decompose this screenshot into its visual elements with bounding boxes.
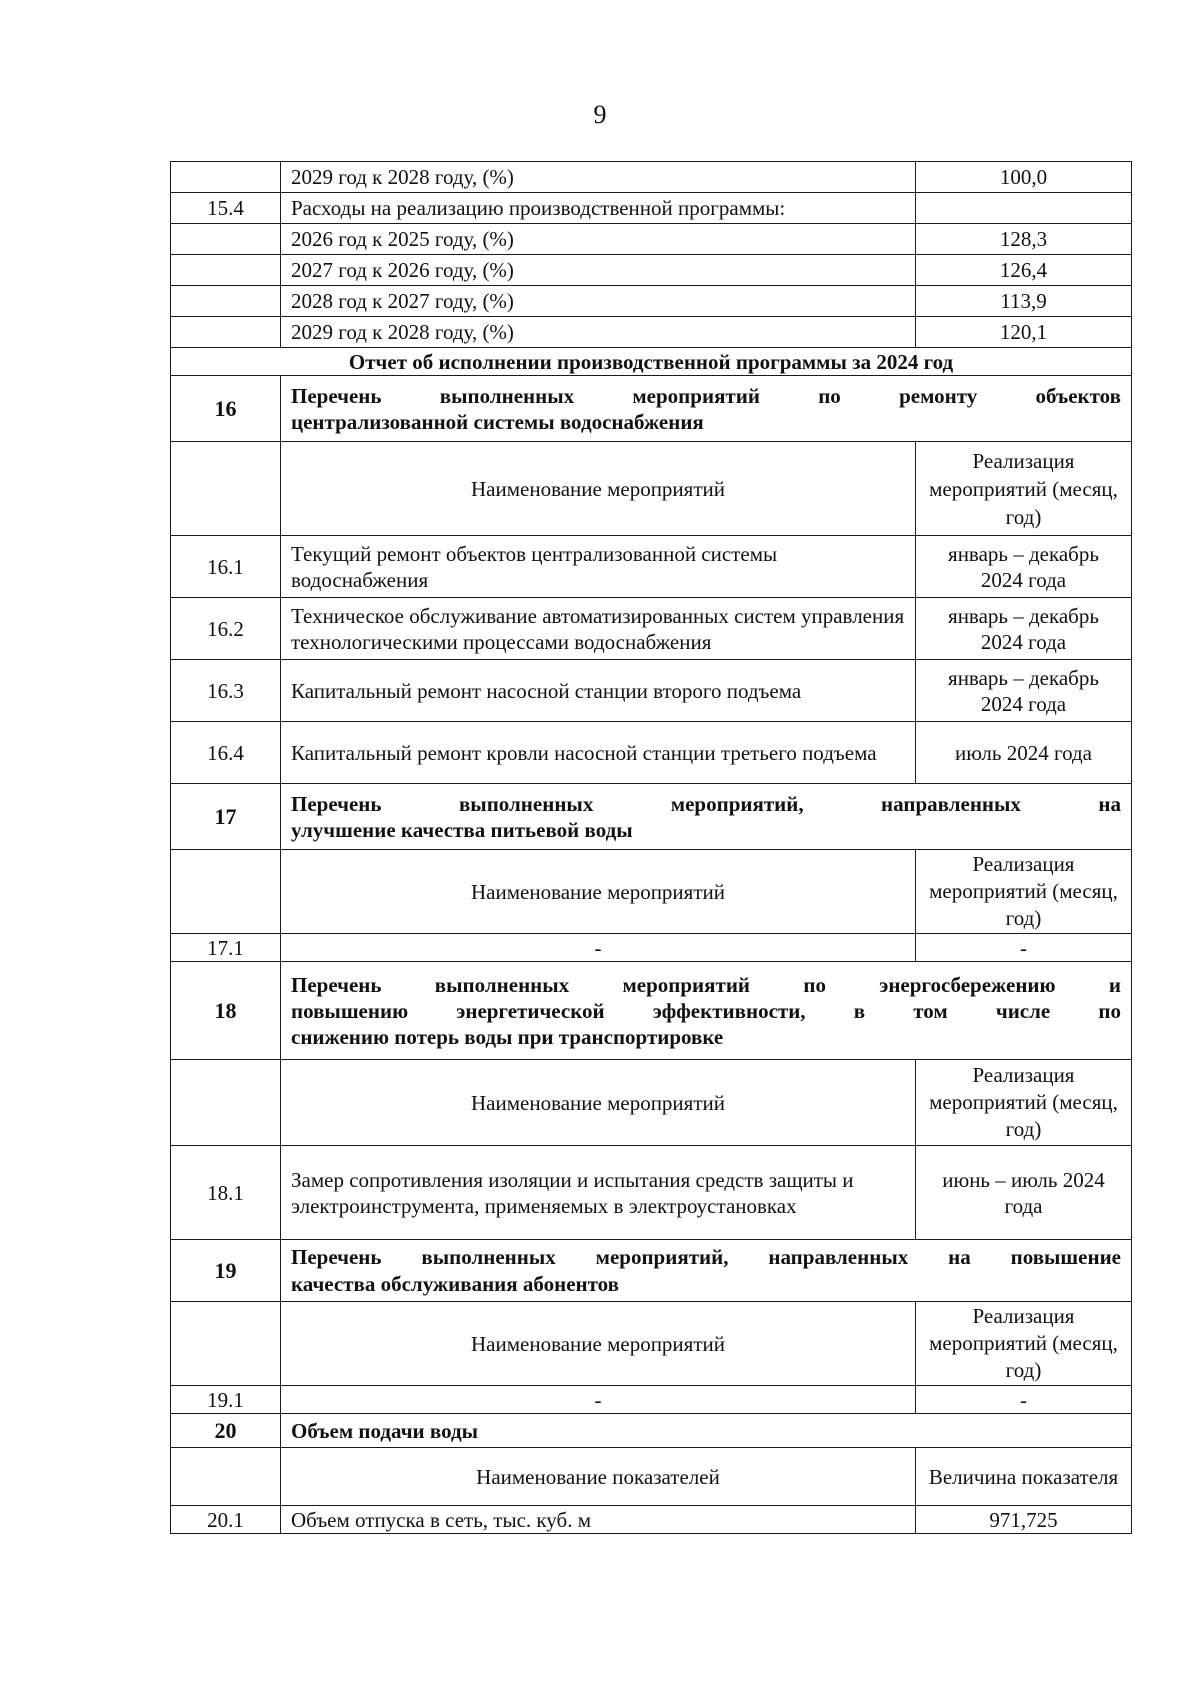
activity-name-header: Наименование мероприятий <box>281 850 916 934</box>
row-value: 126,4 <box>916 255 1132 286</box>
section-title-line: снижению потерь воды при транспортировке <box>291 1024 724 1049</box>
row-value: 113,9 <box>916 286 1132 317</box>
row-number <box>171 255 281 286</box>
section-title-line: улучшение качества питьевой воды <box>291 817 633 842</box>
section-number: 18 <box>171 962 281 1060</box>
section-title <box>281 1240 1132 1302</box>
table-row <box>171 255 1132 286</box>
section-20-header <box>171 1414 1132 1448</box>
indicator-value-header: Величина показателя <box>916 1448 1132 1506</box>
section-title-line: качества обслуживания абонентов <box>291 1271 619 1296</box>
activity-name: - <box>281 934 916 962</box>
program-table <box>170 161 1132 1534</box>
table-row <box>171 317 1132 348</box>
table-row <box>171 193 1132 224</box>
table-row <box>171 598 1132 660</box>
section-title <box>281 784 1132 850</box>
section-number: 17 <box>171 784 281 850</box>
empty-cell <box>171 1060 281 1146</box>
activity-period: июнь – июль 2024 года <box>916 1146 1132 1240</box>
activity-name-header: Наименование мероприятий <box>281 1060 916 1146</box>
activity-name: Замер сопротивления изоляции и испытания средств защиты и электроинструмента, применяемых в электроустановках <box>281 1146 916 1240</box>
empty-cell <box>171 1302 281 1386</box>
row-number: 17.1 <box>171 934 281 962</box>
activity-name: - <box>281 1386 916 1414</box>
realization-header: Реализация мероприятий (месяц, год) <box>916 850 1132 934</box>
row-number: 16.1 <box>171 536 281 598</box>
realization-header: Реализация мероприятий (месяц, год) <box>916 1060 1132 1146</box>
column-header-row <box>171 1060 1132 1146</box>
empty-cell <box>171 850 281 934</box>
row-value: 100,0 <box>916 162 1132 193</box>
row-label: 2027 год к 2026 году, (%) <box>281 255 916 286</box>
section-title <box>281 962 1132 1060</box>
activity-period: январь – декабрь 2024 года <box>916 598 1132 660</box>
section-number: 19 <box>171 1240 281 1302</box>
table-row <box>171 536 1132 598</box>
row-number: 15.4 <box>171 193 281 224</box>
section-18-header <box>171 962 1132 1060</box>
table-row <box>171 286 1132 317</box>
row-number: 20.1 <box>171 1506 281 1534</box>
table-row <box>171 1146 1132 1240</box>
row-number <box>171 162 281 193</box>
section-17-header <box>171 784 1132 850</box>
activity-name: Текущий ремонт объектов централизованной системы водоснабжения <box>281 536 916 598</box>
row-number: 16.2 <box>171 598 281 660</box>
activity-name: Капитальный ремонт кровли насосной станции третьего подъема <box>281 722 916 784</box>
section-title-line: Перечень выполненных мероприятий по ремонту объектов <box>291 383 1121 408</box>
row-label: 2029 год к 2028 году, (%) <box>281 317 916 348</box>
report-title: Отчет об исполнении производственной программы за 2024 год <box>171 348 1132 376</box>
indicator-name-header: Наименование показателей <box>281 1448 916 1506</box>
row-label: Расходы на реализацию производственной программы: <box>281 193 916 224</box>
row-number <box>171 286 281 317</box>
page-number: 9 <box>593 100 607 129</box>
activity-period: январь – декабрь 2024 года <box>916 660 1132 722</box>
section-title-line: Перечень выполненных мероприятий по энергосбережению и <box>291 972 1121 997</box>
section-title-line: централизованной системы водоснабжения <box>291 409 704 434</box>
table-row <box>171 224 1132 255</box>
indicator-name: Объем отпуска в сеть, тыс. куб. м <box>281 1506 916 1534</box>
section-title <box>281 376 1132 442</box>
table-row <box>171 934 1132 962</box>
activity-period: июль 2024 года <box>916 722 1132 784</box>
section-19-header <box>171 1240 1132 1302</box>
activity-name-header: Наименование мероприятий <box>281 442 916 536</box>
section-title-line: повышению энергетической эффективности, в том числе по <box>291 998 1121 1023</box>
row-label: 2026 год к 2025 году, (%) <box>281 224 916 255</box>
empty-cell <box>171 1448 281 1506</box>
row-number: 16.4 <box>171 722 281 784</box>
row-value <box>916 193 1132 224</box>
report-title-row <box>171 348 1132 376</box>
table-row <box>171 1386 1132 1414</box>
row-label: 2028 год к 2027 году, (%) <box>281 286 916 317</box>
column-header-row <box>171 850 1132 934</box>
row-value: 120,1 <box>916 317 1132 348</box>
realization-header: Реализация мероприятий (месяц, год) <box>916 442 1132 536</box>
table-row <box>171 660 1132 722</box>
row-number: 19.1 <box>171 1386 281 1414</box>
row-number <box>171 224 281 255</box>
row-value: 128,3 <box>916 224 1132 255</box>
table-row <box>171 722 1132 784</box>
activity-period: - <box>916 934 1132 962</box>
activity-period: - <box>916 1386 1132 1414</box>
column-header-row <box>171 1302 1132 1386</box>
activity-name: Капитальный ремонт насосной станции второго подъема <box>281 660 916 722</box>
activity-name: Техническое обслуживание автоматизированных систем управления технологическими процессами водоснабжения <box>281 598 916 660</box>
section-number: 20 <box>171 1414 281 1448</box>
activity-name-header: Наименование мероприятий <box>281 1302 916 1386</box>
section-title-line: Перечень выполненных мероприятий, направленных на <box>291 791 1121 816</box>
section-number: 16 <box>171 376 281 442</box>
activity-period: январь – декабрь 2024 года <box>916 536 1132 598</box>
table-row <box>171 162 1132 193</box>
realization-header: Реализация мероприятий (месяц, год) <box>916 1302 1132 1386</box>
section-16-header <box>171 376 1132 442</box>
section-title: Объем подачи воды <box>281 1414 1132 1448</box>
column-header-row <box>171 442 1132 536</box>
row-number <box>171 317 281 348</box>
section-title-line: Перечень выполненных мероприятий, направленных на повышение <box>291 1244 1121 1269</box>
row-label: 2029 год к 2028 году, (%) <box>281 162 916 193</box>
table-row <box>171 1506 1132 1534</box>
indicator-value: 971,725 <box>916 1506 1132 1534</box>
empty-cell <box>171 442 281 536</box>
column-header-row <box>171 1448 1132 1506</box>
row-number: 16.3 <box>171 660 281 722</box>
row-number: 18.1 <box>171 1146 281 1240</box>
